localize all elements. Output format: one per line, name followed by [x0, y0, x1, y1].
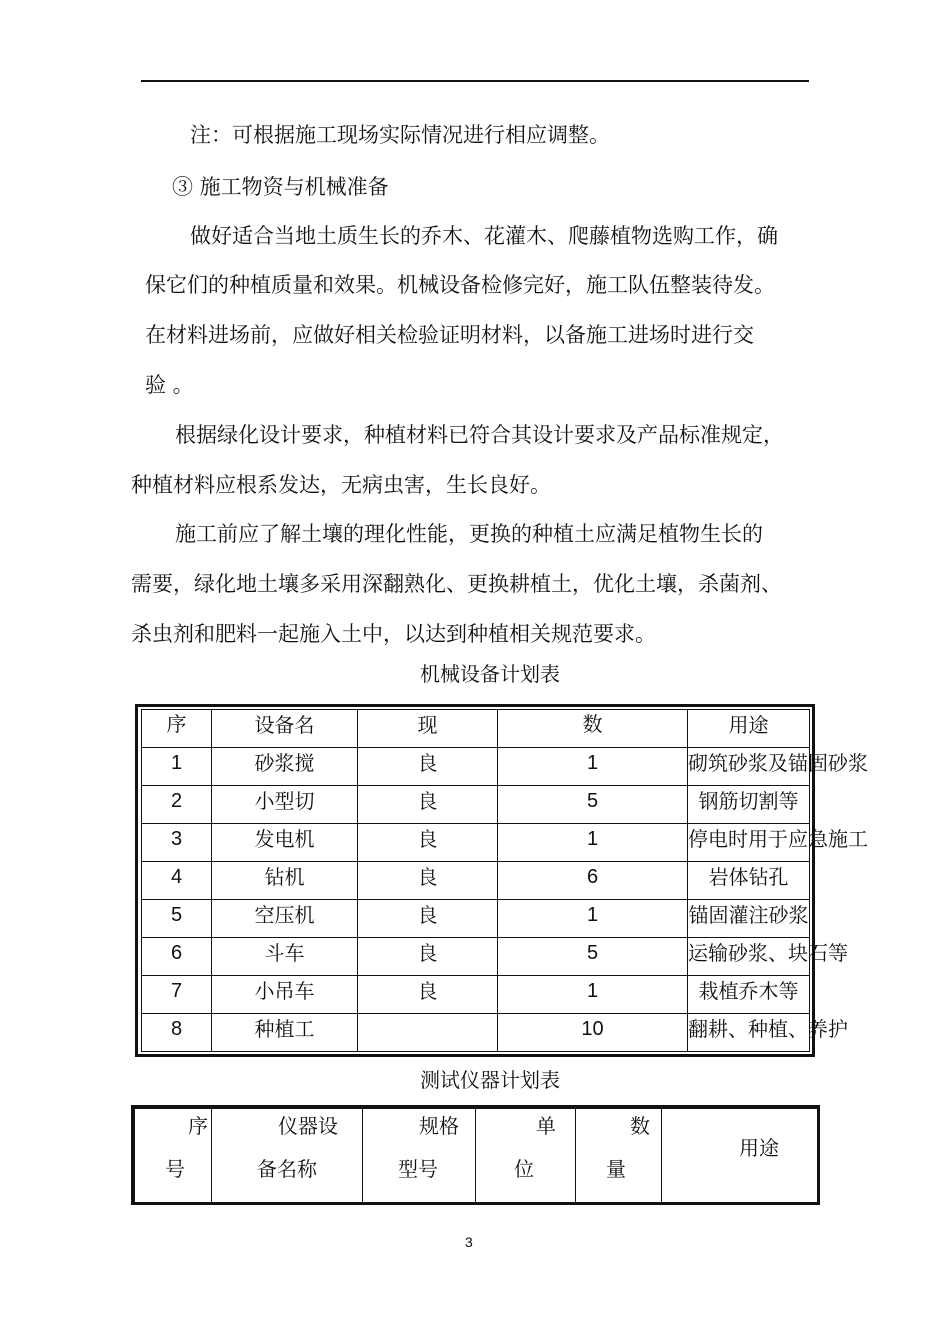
- table-cell: 斗车: [212, 938, 358, 976]
- para3-line3: 杀虫剂和肥料一起施入土中，以达到种植相关规范要求。: [131, 622, 656, 646]
- header-text: 量: [606, 1157, 626, 1181]
- table-cell: 砌筑砂浆及锚固砂浆: [688, 748, 810, 786]
- header-text: 仪器设: [278, 1114, 338, 1138]
- table-cell: 4: [142, 862, 212, 900]
- table-cell: 钻机: [212, 862, 358, 900]
- header-text: 位: [514, 1157, 534, 1181]
- para2-line1: 根据绿化设计要求，种植材料已符合其设计要求及产品标准规定，: [175, 423, 784, 447]
- table-cell: 小型切: [212, 786, 358, 824]
- table-row: [142, 862, 810, 900]
- header-text: 规格: [419, 1114, 459, 1138]
- instrument-table: [134, 1108, 818, 1204]
- para2-line2: 种植材料应根系发达，无病虫害，生长良好。: [131, 473, 551, 497]
- table-row: [142, 748, 810, 786]
- header-cell: 用途: [688, 710, 810, 748]
- header-rule: [141, 80, 809, 82]
- table2-caption: 测试仪器计划表: [420, 1068, 560, 1092]
- table-row: [142, 786, 810, 824]
- table-cell: 良: [358, 862, 498, 900]
- table-cell: 1: [498, 748, 688, 786]
- table-cell: 空压机: [212, 900, 358, 938]
- table-row: [142, 900, 810, 938]
- table-row: [142, 976, 810, 1014]
- table-cell: 5: [498, 786, 688, 824]
- table-cell: 1: [498, 900, 688, 938]
- table-cell: 砂浆搅: [212, 748, 358, 786]
- table-cell: 运输砂浆、块石等: [688, 938, 810, 976]
- table-cell: 10: [498, 1014, 688, 1052]
- equipment-table: [141, 709, 868, 1052]
- table-header-row: [142, 710, 810, 748]
- header-text: 备名称: [257, 1157, 317, 1181]
- header-text: 单: [536, 1114, 556, 1138]
- table1-caption: 机械设备计划表: [420, 662, 560, 686]
- note-text: 注：可根据施工现场实际情况进行相应调整。: [190, 123, 610, 147]
- header-cell: 序: [142, 710, 212, 748]
- table-cell: 7: [142, 976, 212, 1014]
- table-cell: 6: [142, 938, 212, 976]
- table-cell: 锚固灌注砂浆: [688, 900, 810, 938]
- table-cell: 良: [358, 900, 498, 938]
- table-cell: 8: [142, 1014, 212, 1052]
- header-cell: [576, 1109, 662, 1204]
- header-text: 号: [165, 1157, 185, 1181]
- table-cell: 栽植乔木等: [688, 976, 810, 1014]
- header-cell: 现: [358, 710, 498, 748]
- table-cell: 钢筋切割等: [688, 786, 810, 824]
- table-cell: 1: [498, 824, 688, 862]
- table-header-row: [135, 1109, 818, 1204]
- table-cell: 良: [358, 976, 498, 1014]
- table-row: [142, 938, 810, 976]
- table-cell: 发电机: [212, 824, 358, 862]
- para3-line2: 需要，绿化地土壤多采用深翻熟化、更换耕植土，优化土壤，杀菌剂、: [131, 572, 782, 596]
- table-cell: 岩体钻孔: [688, 862, 810, 900]
- header-cell: [363, 1109, 476, 1204]
- header-text: 型号: [398, 1157, 438, 1181]
- header-cell: [212, 1109, 363, 1204]
- table-cell: 5: [142, 900, 212, 938]
- table-cell: 6: [498, 862, 688, 900]
- table-cell: 良: [358, 786, 498, 824]
- table-cell: [358, 1014, 498, 1052]
- header-cell: 数: [498, 710, 688, 748]
- header-text: 用途: [739, 1136, 779, 1160]
- header-text: 序: [188, 1114, 208, 1138]
- table-cell: 1: [498, 976, 688, 1014]
- table-row: [142, 1014, 810, 1052]
- table-cell: 良: [358, 824, 498, 862]
- table-row: [142, 824, 810, 862]
- table-cell: 3: [142, 824, 212, 862]
- table-cell: 种植工: [212, 1014, 358, 1052]
- table-cell: 翻耕、种植、养护: [688, 1014, 810, 1052]
- section-heading: ③ 施工物资与机械准备: [172, 175, 389, 199]
- header-text: 数: [630, 1114, 650, 1138]
- para1-line3: 在材料进场前，应做好相关检验证明材料，以备施工进场时进行交: [145, 323, 754, 347]
- page-number: 3: [465, 1234, 473, 1250]
- header-cell: [135, 1109, 212, 1204]
- header-cell: [662, 1109, 818, 1204]
- header-cell: [476, 1109, 576, 1204]
- table-cell: 良: [358, 938, 498, 976]
- table-cell: 小吊车: [212, 976, 358, 1014]
- header-cell: 设备名: [212, 710, 358, 748]
- table-cell: 良: [358, 748, 498, 786]
- table-cell: 5: [498, 938, 688, 976]
- para1-line2: 保它们的种植质量和效果。机械设备检修完好，施工队伍整装待发。: [145, 273, 775, 297]
- table-cell: 停电时用于应急施工: [688, 824, 810, 862]
- table-cell: 2: [142, 786, 212, 824]
- table-cell: 1: [142, 748, 212, 786]
- para1-line4: 验 。: [145, 373, 194, 397]
- para3-line1: 施工前应了解土壤的理化性能，更换的种植土应满足植物生长的: [175, 522, 763, 546]
- para1-line1: 做好适合当地土质生长的乔木、花灌木、爬藤植物选购工作，确: [190, 224, 778, 248]
